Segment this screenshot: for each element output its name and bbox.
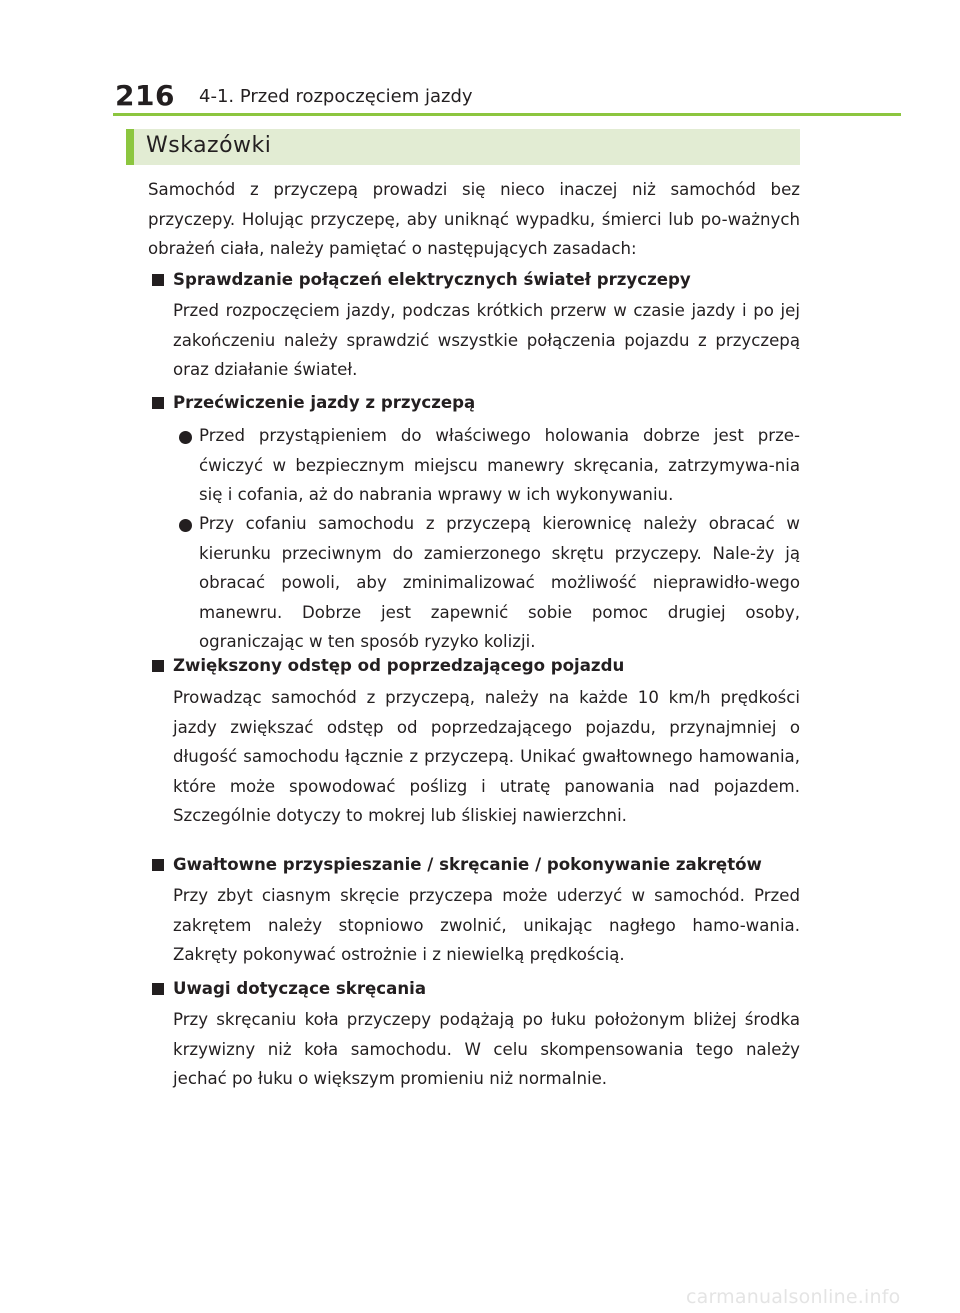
section-heading-text: Zwiększony odstęp od poprzedzającego pojazdu	[173, 656, 625, 675]
section-heading-text: Gwałtowne przyspieszanie / skręcanie / pokonywanie zakrętów	[173, 855, 762, 874]
section-heading-text: Przećwiczenie jazdy z przyczepą	[173, 393, 476, 412]
section-heading	[152, 977, 426, 1001]
square-bullet-icon	[152, 660, 164, 672]
section-heading-text: Uwagi dotyczące skręcania	[173, 979, 427, 998]
square-bullet-icon	[152, 274, 164, 286]
section-heading-text: Sprawdzanie połączeń elektrycznych świateł przyczepy	[173, 270, 691, 289]
banner-accent-bar	[126, 129, 134, 165]
section-heading	[152, 853, 762, 877]
section-body: Przy zbyt ciasnym skręcie przyczepa może uderzyć w samochód. Przed zakrętem należy stopniowo zwolnić, unikając nagłego hamo-wania. Zakręty pokonywać ostrożnie i z niewielką prędkością.	[173, 886, 800, 965]
banner-title: Wskazówki	[146, 133, 272, 158]
bullet-item: Przed przystąpieniem do właściwego holowania dobrze jest prze-ćwiczyć w bezpiecznym miejscu manewry skręcania, zatrzymywa-nia się i cofania, aż do nabrania wprawy w ich wykonywaniu.	[199, 426, 800, 505]
watermark: carmanualsonline.info	[686, 1286, 901, 1308]
chapter-title: 4-1. Przed rozpoczęciem jazdy	[199, 86, 473, 107]
intro-paragraph: Samochód z przyczepą prowadzi się nieco inaczej niż samochód bez przyczepy. Holując przyczepę, aby uniknąć wypadku, śmierci lub po-ważnych obrażeń ciała, należy pamiętać o następujących zasadach:	[148, 180, 800, 259]
square-bullet-icon	[152, 397, 164, 409]
page-number: 216	[115, 79, 175, 112]
section-body: Przed rozpoczęciem jazdy, podczas krótkich przerw w czasie jazdy i po jej zakończeniu należy sprawdzić wszystkie połączenia pojazdu z przyczepą oraz działanie świateł.	[173, 301, 800, 380]
section-body: Przy skręcaniu koła przyczepy podążają po łuku położonym bliżej środka krzywizny niż koła samochodu. W celu skompensowania tego należy jechać po łuku o większym promieniu niż normalnie.	[173, 1010, 800, 1089]
square-bullet-icon	[152, 859, 164, 871]
round-bullet-icon	[179, 519, 192, 532]
section-banner	[126, 129, 800, 165]
section-body: Prowadząc samochód z przyczepą, należy na każde 10 km/h prędkości jazdy zwiększać odstęp od poprzedzającego pojazdu, przynajmniej o długość samochodu łącznie z przyczepą. Unikać gwałtownego hamowania, które może spowodować poślizg i utratę panowania nad pojazdem. Szczególnie dotyczy to mokrej lub śliskiej nawierzchni.	[173, 688, 800, 826]
section-heading	[152, 654, 624, 678]
section-heading	[152, 268, 691, 292]
section-heading	[152, 391, 475, 415]
bullet-item: Przy cofaniu samochodu z przyczepą kierownicę należy obracać w kierunku przeciwnym do zamierzonego skrętu przyczepy. Nale-ży ją obracać powoli, aby zminimalizować możliwość nieprawidło-wego manewru. Dobrze jest zapewnić sobie pomoc drugiej osoby, ograniczając w ten sposób ryzyko kolizji.	[199, 514, 800, 652]
header-rule	[113, 113, 901, 116]
page-header	[0, 0, 960, 120]
square-bullet-icon	[152, 983, 164, 995]
round-bullet-icon	[179, 431, 192, 444]
